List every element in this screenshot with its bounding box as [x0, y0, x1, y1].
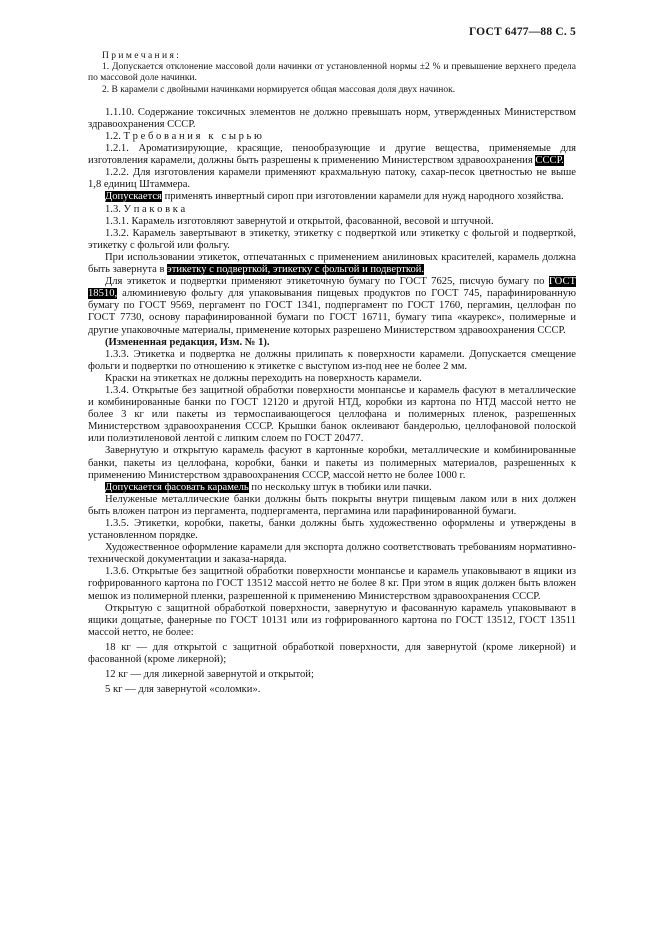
paragraph [88, 482, 576, 494]
paragraph [88, 349, 576, 373]
highlighted-text-run: Допускается фасовать карамель [105, 481, 249, 493]
highlighted-text-run: этикетку с подверткой, этикетку с фольгой и подверткой. [167, 264, 425, 276]
paragraph [88, 542, 576, 566]
text-run: 1.3. У п а к о в к а [105, 203, 186, 215]
highlighted-text-run: ГОСТ 18510, [88, 276, 576, 300]
page-header-text: ГОСТ 6477—88 С. 5 [468, 26, 576, 38]
paragraph [88, 566, 576, 602]
text-run: Для этикеток и подвертки применяют этикеточную бумагу по ГОСТ 7625, писчую бумагу по [105, 276, 549, 288]
document-body [88, 51, 576, 696]
highlighted-text-run: Допускается [105, 191, 162, 203]
paragraph [88, 518, 576, 542]
paragraph [88, 642, 576, 666]
highlighted-text-run: СССР. [535, 155, 564, 167]
paragraph [88, 252, 576, 276]
text-run: 1.2.1. Ароматизирующие, красящие, пенообразующие и другие вещества, применяемые для изготовления карамели, должны быть разрешены к применению Министерством здравоохранения [88, 143, 576, 167]
paragraph [88, 107, 576, 131]
bold-text-run: (Измененная редакция, Изм. № 1). [105, 336, 270, 348]
text-run: 2. В карамели с двойными начинками нормируется общая массовая доля двух начинок. [102, 84, 456, 95]
paragraph [88, 228, 576, 252]
paragraph [88, 191, 576, 203]
paragraph [88, 494, 576, 518]
text-run: П р и м е ч а н и я : [102, 51, 179, 61]
text-run: 1.3.4. Открытые без защитной обработки поверхности монпансье и карамель фасуют в металлические и комбинированные банки по ГОСТ 12120 и другой НТД, коробки из картона по НТД массой нетто не более 3 кг или пакеты из термоспаивающегося целлофана и полимерных пленок, разрешенных Министерством здравоохранения СССР. Крышки банок оклеивают бандеролью, целлофановой полоской или полиэтиленовой лентой с липким слоем по ГОСТ 20477. [88, 384, 576, 445]
paragraph [88, 131, 576, 143]
text-run: Завернутую и открытую карамель фасуют в картонные коробки, металлические и комбинированные банки, пакеты из целлофана, коробки, банки и пакеты из полимерных материалов, разрешенных к применению Министерством здравоохранения СССР, массой нетто не более 1000 г. [88, 445, 576, 481]
text-run: 1. Допускается отклонение массовой доли начинки от установленной нормы ±2 % и превышение верхнего предела по массовой доле начинки. [88, 62, 576, 84]
text-run: 18 кг — для открытой с защитной обработкой поверхности, для завернутой (кроме ликерной) и фасованной (кроме ликерной); [88, 641, 576, 666]
paragraph [88, 204, 576, 216]
paragraph [88, 603, 576, 639]
text-run: 1.3.6. Открытые без защитной обработки поверхности монпансье и карамель упаковывают в ящики из гофрированного картона по ГОСТ 13512 массой нетто не более 8 кг. При этом в ящик должен быть вложен мешок из полимерной пленки, разрешенной к применению Министерством здравоохранения СССР. [88, 566, 576, 602]
text-run: Нелуженые металлические банки должны быть покрыты внутри пищевым лаком или в них должен быть вложен патрон из пергамента, подпергамента, пергамина или парафинированной бумаги. [88, 493, 576, 517]
text-run: 1.3.2. Карамель завертывают в этикетку, этикетку с подверткой или этикетку с фольгой и подверткой, этикетку с фольгой или фольгу. [88, 227, 576, 251]
paragraph [88, 373, 576, 385]
page-header [88, 26, 576, 39]
paragraph [88, 85, 576, 96]
text-run: 1.3.1. Карамель изготовляют завернутой и открытой, фасованной, весовой и штучной. [105, 215, 494, 227]
text-run: 1.2.2. Для изготовления карамели применяют крахмальную патоку, сахар-песок цветностью не выше 1,8 единиц Штаммера. [88, 167, 576, 191]
paragraph [88, 684, 576, 696]
paragraph [88, 51, 576, 62]
paragraph [88, 62, 576, 84]
text-run: 12 кг — для ликерной завернутой и открытой; [105, 669, 314, 681]
text-run: Художественное оформление карамели для экспорта должно соответствовать требованиям нормативно-технической документации и заказа-наряда. [88, 542, 576, 566]
paragraph [88, 385, 576, 445]
text-run: Краски на этикетках не должны переходить на поверхность карамели. [105, 372, 422, 384]
text-run: 1.3.5. Этикетки, коробки, пакеты, банки должны быть художественно оформлены и утверждены в установленном порядке. [88, 518, 576, 542]
text-run: алюминиевую фольгу для упаковывания пищевых продуктов по ГОСТ 745, парафинированную бумагу по ГОСТ 9569, пергамент по ГОСТ 1341, подпергамент по ГОСТ 1760, пергамин, целлофан по ГОСТ 7730, основу парафинированной бумаги по ГОСТ 16711, бумагу типа «каурекс», полимерные и другие упаковочные материалы, применение которых разрешено Министерством здравоохранения СССР. [88, 288, 576, 336]
text-run: При использовании этикеток, отпечатанных с применением анилиновых красителей, карамель должна быть завернута в [88, 251, 576, 276]
paragraph [88, 337, 576, 349]
text-run: 5 кг — для завернутой «соломки». [105, 684, 261, 696]
text-run: Открытую с защитной обработкой поверхности, завернутую и фасованную карамель упаковывают в ящики дощатые, фанерные по ГОСТ 10131 или из гофрированного картона по ГОСТ 13512, ГОСТ 13511 массой нетто, не более: [88, 602, 576, 638]
text-run: 1.2. Т р е б о в а н и я к с ы р ь ю [105, 131, 262, 142]
text-run: 1.1.10. Содержание токсичных элементов не должно превышать норм, утвержденных Министерством здравоохранения СССР. [88, 106, 576, 130]
text-run: 1.3.3. Этикетка и подвертка не должны прилипать к поверхности карамели. Допускается смещение фольги и подвертки по отношению к этикетке с выступом из-под нее не более 2 мм. [88, 348, 576, 372]
text-run: применять инвертный сироп при изготовлении карамели для нужд народного хозяйства. [161, 191, 564, 203]
paragraph [88, 216, 576, 228]
paragraph [88, 445, 576, 481]
paragraph [88, 669, 576, 681]
paragraph [88, 143, 576, 167]
paragraph [88, 167, 576, 191]
text-run: по нескольку штук в тюбики или пачки. [248, 481, 432, 493]
paragraph [88, 276, 576, 336]
